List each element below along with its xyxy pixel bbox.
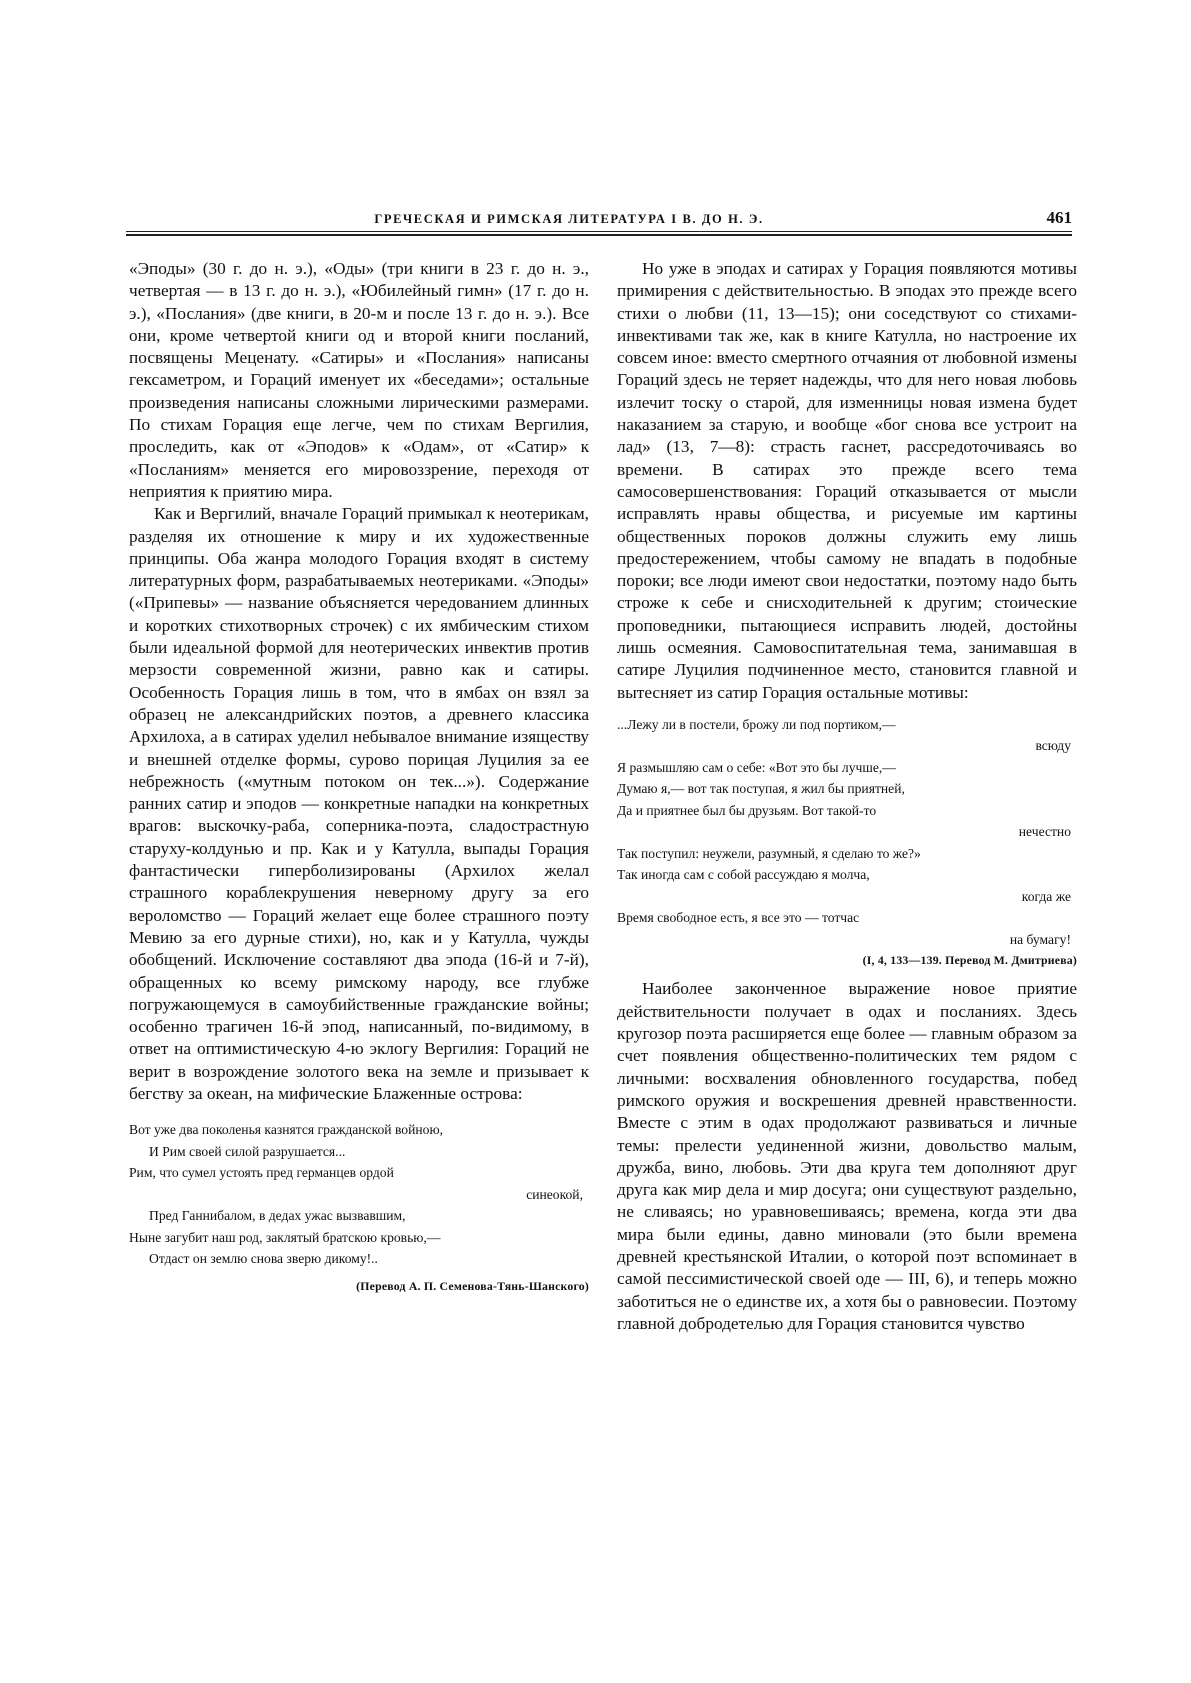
page-number: 461 — [1046, 208, 1072, 227]
verse-line: Пред Ганнибалом, в дедах ужас вызвавшим, — [149, 1208, 406, 1224]
verse-line-continuation: нечестно — [1018, 824, 1071, 840]
verse-line: Я размышляю сам о себе: «Вот это бы лучше,— — [617, 759, 896, 775]
verse-line-continuation: когда же — [1021, 888, 1071, 904]
verse-line: Так иногда сам с собой рассуждаю я молча, — [617, 867, 870, 883]
right-column — [617, 258, 1077, 1335]
verse-line: Ныне загубит наш род, заклятый братскою кровью,— — [129, 1229, 441, 1245]
verse-quote — [617, 714, 1077, 971]
verse-line: Рим, что сумел устоять пред германцев ордой — [129, 1165, 394, 1181]
verse-quote — [129, 1119, 589, 1296]
verse-line: ...Лежу ли в постели, брожу ли под портиком,— — [617, 716, 896, 732]
translation-credit: (I, 4, 133—139. Перевод М. Дмитриева) — [862, 953, 1077, 968]
paragraph: «Эподы» (30 г. до н. э.), «Оды» (три книги в 23 г. до н. э., четвертая — в 13 г. до н. э.), «Юбилейный гимн» (17 г. до н. э.), «Послания» (две книги, в 20-м и после 13 г. до н. э.). Все они, кроме четвертой книги од и второй книги посланий, посвящены Меценату. «Сатиры» и «Послания» написаны гексаметром, и Гораций именует их «беседами»; остальные произведения написаны сложными лирическими размерами. По стихам Горация еще легче, чем по стихам Вергилия, проследить, как от «Эподов» к «Одам», от «Сатир» к «Посланиям» меняется его мировоззрение, переходя от неприятия к приятию мира. — [129, 259, 589, 501]
verse-line: Да и приятнее был бы друзьям. Вот такой-то — [617, 802, 877, 818]
left-column — [129, 258, 589, 1296]
paragraph: Как и Вергилий, вначале Гораций примыкал к неотерикам, разделяя их отношение к миру и их художественные принципы. Оба жанра молодого Горация входят в систему литературных форм, разрабатываемых неотериками. «Эподы» («Припевы» — название объясняется чередованием длинных и коротких стихотворных строчек) с их ямбическим стихом были идеальной формой для неотерических инвектив против мерзости современной жизни, равно как и сатиры. Особенность Горация лишь в том, что в ямбах он взял за образец не александрийских поэтов, а древнего классика Архилоха, а в сатирах уделил небывалое внимание изяществу и внешней отделке формы, сурово порицая Луцилия за ее небрежность («мутным потоком он тек...»). Содержание ранних сатир и эподов — конкретные нападки на конкретных врагов: выскочку-раба, соперника-поэта, сладострастную старуху-колдунью и пр. Как и у Катулла, выпады Горация фантастически гиперболизированы (Архилох желал страшного кораблекрушения неверному другу за его вероломство — Гораций желает еще более страшного поэту Мевию за его дурные стихи), но, как и у Катулла, чужды обобщений. Исключение составляют два эпода (16-й и 7-й), обращенных ко всему римскому народу, все глубже погружающемуся в самоубийственные гражданские войны; особенно трагичен 16-й эпод, написанный, по-видимому, в ответ на оптимистическую 4-ю эклогу Вергилия: Гораций не верит в возрождение золотого века на земле и призывает к бегству за океан, на мифические Блаженные острова: — [129, 504, 589, 1103]
verse-line: Думаю я,— вот так поступая, я жил бы приятней, — [617, 781, 905, 797]
verse-line: И Рим своей силой разрушается... — [149, 1143, 346, 1159]
verse-line: Отдаст он землю снова зверю дикому!.. — [149, 1251, 378, 1267]
header-rule — [126, 231, 1072, 236]
verse-line-continuation: на бумагу! — [1009, 931, 1071, 947]
verse-line-continuation: синеокой, — [526, 1186, 583, 1202]
translation-credit: (Перевод А. П. Семенова-Тянь-Шанского) — [356, 1278, 589, 1293]
paragraph: Но уже в эподах и сатирах у Горация появляются мотивы примирения с действительностью. В эподах это прежде всего стихи о любви (11, 13—15); они соседствуют со стихами-инвективами так же, как в книге Катулла, но настроение их совсем иное: вместо смертного отчаяния от любовной измены Гораций здесь не теряет надежды, что для него новая любовь излечит тоску о старой, для изменницы новая измена будет наказанием за старую, и вообще «бог снова все устроит на лад» (13, 7—8): страсть гаснет, рассредоточиваясь во времени. В сатирах это прежде всего тема самосовершенствования: Гораций отказывается от мысли исправлять нравы общества, и рисуемые им картины общественных пороков должны служить ему лишь предостережением, чтобы самому не впадать в подобные пороки; все люди имеют свои недостатки, поэтому надо быть строже к себе и снисходительней к другим; стоические проповедники, пытающиеся исправить людей, достойны лишь осмеяния. Самовоспитательная тема, занимавшая в сатире Луцилия подчиненное место, становится главной и вытесняет из сатир Горация остальные мотивы: — [617, 259, 1077, 702]
running-title: ГРЕЧЕСКАЯ И РИМСКАЯ ЛИТЕРАТУРА I В. ДО Н. Э. — [374, 212, 764, 226]
verse-line: Так поступил: неужели, разумный, я сделаю то же?» — [617, 845, 921, 861]
verse-line-continuation: всюду — [1035, 738, 1071, 754]
verse-line: Время свободное есть, я все это — тотчас — [617, 910, 860, 926]
verse-line: Вот уже два поколенья казнятся гражданской войною, — [129, 1122, 444, 1138]
paragraph: Наиболее законченное выражение новое приятие действительности получает в одах и посланиях. Здесь кругозор поэта расширяется еще более — главным образом за счет появления общественно-политических тем рядом с личными: восхваления обновленного государства, побед римского оружия и воскрешения древней нравственности. Вместе с этим в одах продолжают развиваться и личные темы: прелести уединенной жизни, довольство малым, дружба, вино, любовь. Эти два круга тем дополняют друг друга как мир дела и мир досуга; они существуют раздельно, не сливаясь; но уравновешиваясь; времена, когда эти два мира были едины, давно миновали (это были времена древней крестьянской Италии, о которой поэт вспоминает в самой пессимистической своей оде — III, 6), и теперь можно заботиться не о единстве их, а хотя бы о равновесии. Поэтому главной добродетелью для Горация становится чувство — [617, 979, 1077, 1333]
